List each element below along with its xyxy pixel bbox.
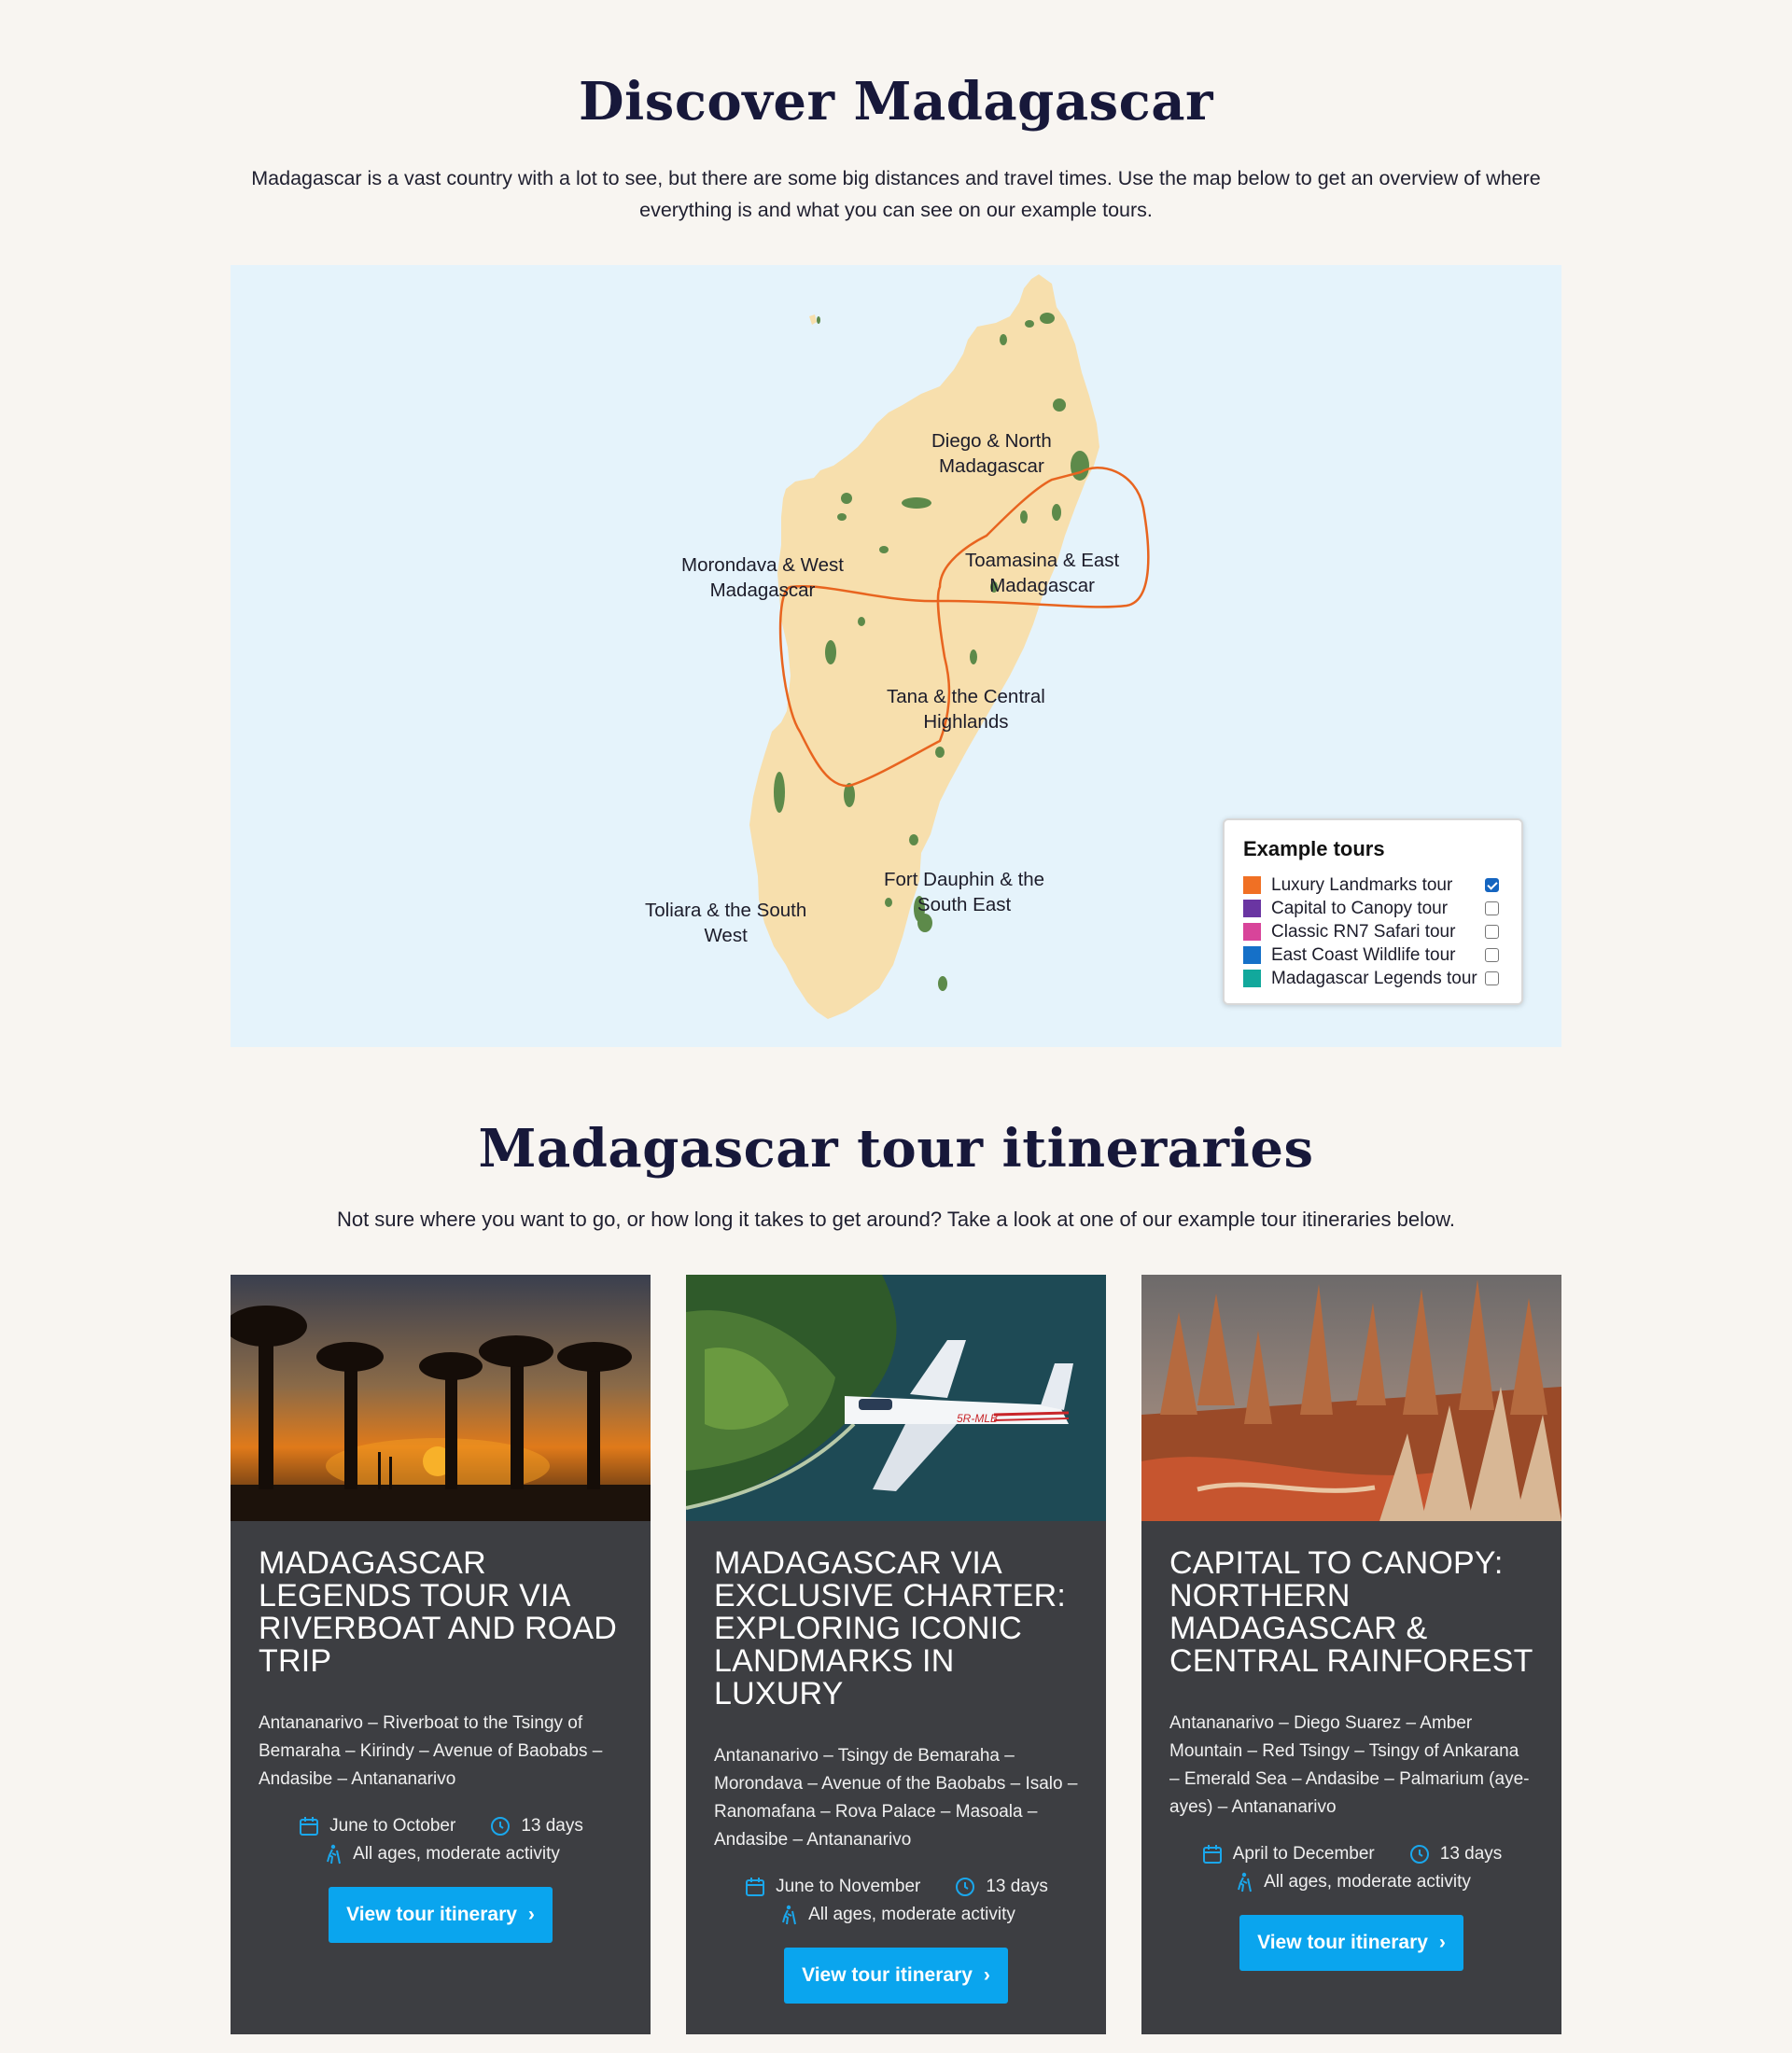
forest-patch [970, 649, 977, 664]
card-meta [714, 1873, 1078, 1929]
card-meta [1169, 1840, 1533, 1896]
chevron-right-icon: › [527, 1904, 535, 1925]
charter-plane-image [686, 1275, 1106, 1521]
button-label: View tour itinerary [1257, 1932, 1428, 1953]
calendar-icon [1201, 1843, 1224, 1865]
airplane-registration: 5R-MLB [957, 1412, 999, 1425]
legend-title: Example tours [1243, 837, 1385, 860]
baobab-sunset-illustration [231, 1275, 651, 1521]
tsingy-image [1141, 1275, 1561, 1521]
forest-patch [1040, 313, 1055, 324]
card-duration: 13 days [986, 1877, 1048, 1896]
forest-patch [1025, 320, 1034, 328]
itineraries-subtitle: Not sure where you want to go, or how long it takes to get around? Take a look at one of our example tour itineraries below. [336, 1208, 1456, 1231]
calendar-icon [744, 1876, 766, 1898]
region-line1: Fort Dauphin & the [884, 869, 1045, 890]
card-title[interactable]: MADAGASCAR VIA EXCLUSIVE CHARTER: EXPLORING ICONIC LANDMARKS IN LUXURY [714, 1545, 1067, 1711]
forest-patch [935, 747, 945, 758]
intro-text: Madagascar is a vast country with a lot to see, but there are some big distances and travel times. Use the map below to get an overview of where everything is and what you can see on our example tours. [251, 167, 1541, 221]
region-line2: South East [917, 894, 1012, 915]
button-label: View tour itinerary [346, 1904, 517, 1925]
card-duration: 13 days [521, 1816, 583, 1836]
region-label-fort-dauphin [884, 867, 1044, 917]
chevron-right-icon: › [983, 1964, 990, 1986]
clock-icon [489, 1815, 511, 1837]
region-label-morondava [681, 552, 844, 603]
region-line1: Morondava & West [681, 554, 844, 576]
card-duration: 13 days [1439, 1844, 1503, 1864]
region-line2: Highlands [923, 711, 1009, 733]
charter-plane-illustration [686, 1275, 1106, 1521]
region-line2: Madagascar [989, 575, 1096, 596]
region-line1: Toamasina & East [965, 550, 1120, 571]
card-route: Antananarivo – Riverboat to the Tsingy of Bemaraha – Kirindy – Avenue of Baobabs – Andasibe – Antananarivo [259, 1713, 603, 1789]
region-line2: Madagascar [709, 580, 816, 601]
tour-card [686, 1275, 1106, 2034]
forest-patch [1053, 398, 1066, 412]
small-island [809, 314, 817, 325]
card-season: June to November [776, 1877, 921, 1896]
legend-swatch [1243, 970, 1261, 987]
forest-patch [879, 546, 889, 553]
legend-swatch [1243, 900, 1261, 917]
forest-patch [774, 772, 785, 813]
forest-patch [1052, 504, 1061, 521]
region-line2: Madagascar [938, 455, 1044, 477]
tsingy-illustration [1141, 1275, 1561, 1521]
legend-checkbox[interactable] [1485, 878, 1499, 892]
legend-checkbox[interactable] [1485, 925, 1499, 939]
hiking-icon [777, 1904, 799, 1926]
card-season: April to December [1232, 1844, 1375, 1864]
card-activity: All ages, moderate activity [1264, 1872, 1471, 1892]
clock-icon [954, 1876, 976, 1898]
legend-swatch [1243, 946, 1261, 964]
forest-patch [837, 513, 847, 521]
hiking-icon [321, 1843, 343, 1865]
card-title[interactable]: MADAGASCAR LEGENDS TOUR VIA RIVERBOAT AND ROAD TRIP [259, 1545, 617, 1679]
forest-patch [902, 497, 931, 509]
card-title[interactable]: CAPITAL TO CANOPY: NORTHERN MADAGASCAR & CENTRAL RAINFOREST [1169, 1545, 1533, 1679]
forest-patch [909, 834, 918, 845]
region-line1: Toliara & the South [645, 900, 807, 921]
legend-swatch [1243, 876, 1261, 894]
hiking-icon [1232, 1871, 1254, 1893]
region-line2: West [704, 925, 748, 946]
region-line1: Tana & the Central [887, 686, 1045, 707]
chevron-right-icon: › [1438, 1932, 1446, 1953]
legend-checkbox[interactable] [1485, 948, 1499, 962]
view-itinerary-button[interactable] [329, 1887, 553, 1943]
legend-item-luxury-landmarks[interactable] [1243, 873, 1505, 897]
page-title: Discover Madagascar [578, 71, 1214, 133]
view-itinerary-button[interactable] [1239, 1915, 1463, 1971]
legend-swatch [1243, 923, 1261, 941]
tour-card [1141, 1275, 1561, 2034]
forest-patch [817, 316, 820, 324]
forest-patch [938, 976, 947, 991]
legend-item-capital-to-canopy[interactable] [1243, 897, 1505, 920]
calendar-icon [298, 1815, 320, 1837]
view-itinerary-button[interactable] [784, 1948, 1008, 2004]
card-season: June to October [329, 1816, 456, 1836]
legend-item-east-coast-wildlife[interactable] [1243, 943, 1505, 967]
legend-checkbox[interactable] [1485, 971, 1499, 985]
legend-item-madagascar-legends[interactable] [1243, 967, 1505, 990]
clock-icon [1408, 1843, 1431, 1865]
region-label-toliara [645, 898, 806, 948]
card-activity: All ages, moderate activity [353, 1844, 560, 1864]
legend-label: Capital to Canopy tour [1271, 898, 1449, 918]
button-label: View tour itinerary [802, 1964, 973, 1986]
card-route: Antananarivo – Tsingy de Bemaraha – Morondava – Avenue of the Baobabs – Isalo – Ranomafana – Rova Palace – Masoala – Andasibe – Antananarivo [714, 1746, 1078, 1850]
legend-label: East Coast Wildlife tour [1271, 944, 1456, 965]
forest-patch [825, 640, 836, 664]
legend-label: Madagascar Legends tour [1271, 968, 1477, 988]
region-label-tana [887, 684, 1045, 734]
baobab-sunset-image [231, 1275, 651, 1521]
map[interactable] [231, 265, 1561, 1047]
legend-label: Luxury Landmarks tour [1271, 874, 1453, 895]
region-label-diego [931, 428, 1052, 479]
card-route: Antananarivo – Diego Suarez – Amber Mountain – Red Tsingy – Tsingy of Ankarana – Emerald Sea – Andasibe – Palmarium (aye-ayes) – Antananarivo [1169, 1713, 1530, 1817]
region-line1: Diego & North [931, 430, 1052, 452]
forest-patch [1071, 451, 1089, 481]
legend-item-classic-rn7[interactable] [1243, 920, 1505, 943]
tour-cards [231, 1275, 1561, 2034]
itineraries-title: Madagascar tour itineraries [478, 1118, 1314, 1180]
region-label-toamasina [965, 548, 1119, 598]
legend-label: Classic RN7 Safari tour [1271, 921, 1456, 942]
forest-patch [1000, 334, 1007, 345]
card-meta [259, 1812, 623, 1868]
map-legend [1223, 818, 1523, 1005]
card-activity: All ages, moderate activity [808, 1905, 1015, 1924]
forest-patch [858, 617, 865, 626]
tour-card [231, 1275, 651, 2034]
forest-patch [841, 493, 852, 504]
forest-patch [1020, 510, 1028, 524]
legend-checkbox[interactable] [1485, 901, 1499, 915]
